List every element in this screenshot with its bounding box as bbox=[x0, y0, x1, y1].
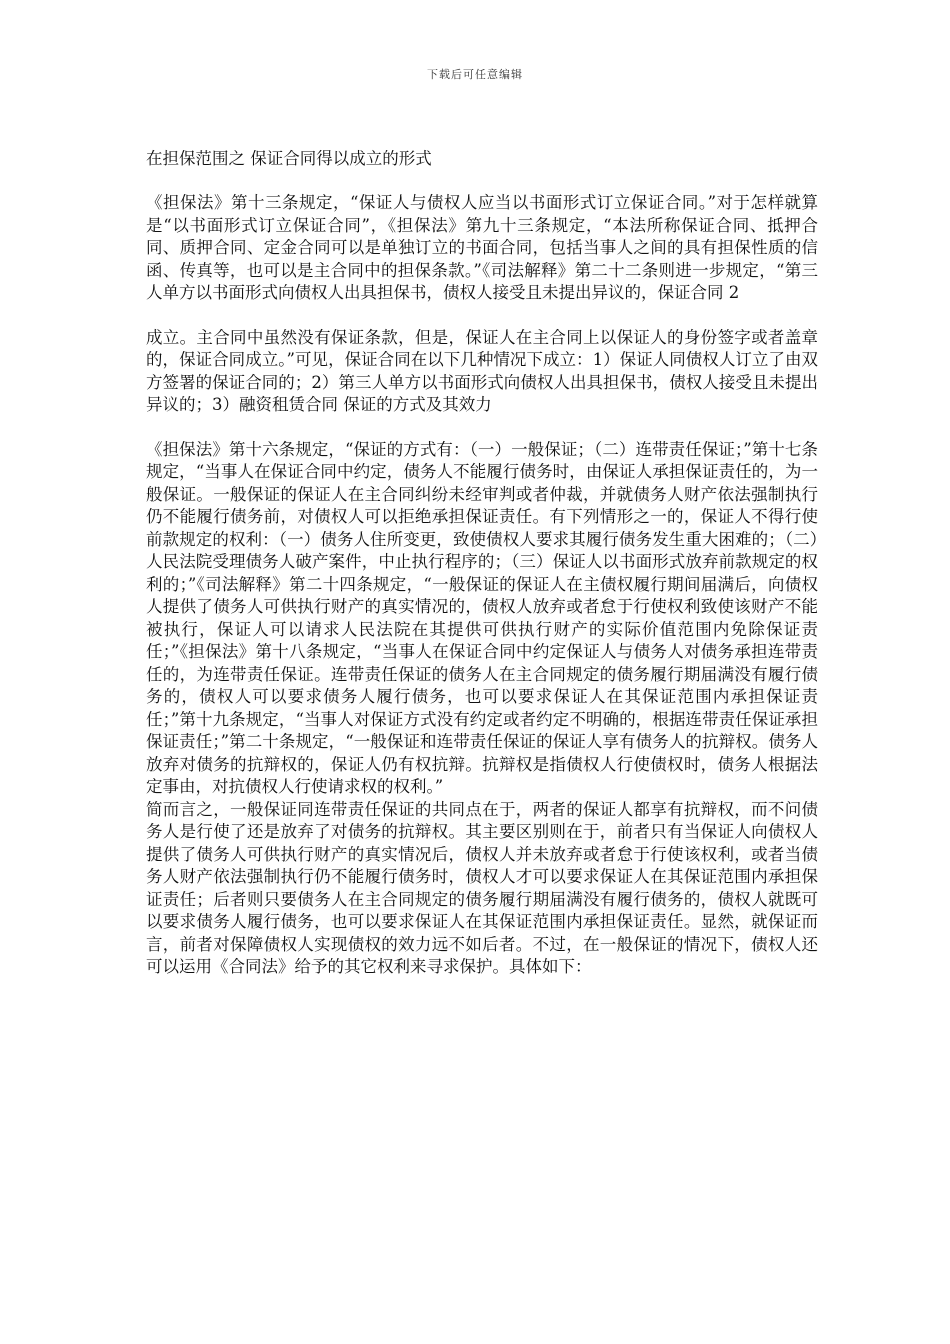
paragraph-guarantee-methods: 《担保法》第十六条规定，“保证的方式有：（一）一般保证；（二）连带责任保证；”第十七条规定，“当事人在保证合同中约定，债务人不能履行债务时，由保证人承担保证责任的，为一般保证。一般保证的保证人在主合同纠纷未经审判或者仲裁，并就债务人财产依法强制执行仍不能履行债务前，对债权人可以拒绝承担保证责任。有下列情形之一的，保证人不得行使前款规定的权利：（一）债务人住所变更，致使债权人要求其履行债务发生重大困难的；（二）人民法院受理债务人破产案件，中止执行程序的；（三）保证人以书面形式放弃前款规定的权利的；”《司法解释》第二十四条规定，“一般保证的保证人在主债权履行期间届满后，向债权人提供了债务人可供执行财产的真实情况的，债权人放弃或者怠于行使权利致使该财产不能被执行，保证人可以请求人民法院在其提供可供执行财产的实际价值范围内免除保证责任；”《担保法》第十八条规定，“当事人在保证合同中约定保证人与债务人对债务承担连带责任的，为连带责任保证。连带责任保证的债务人在主合同规定的债务履行期届满没有履行债务的，债权人可以要求债务人履行债务，也可以要求保证人在其保证范围内承担保证责任；”第十九条规定，“当事人对保证方式没有约定或者约定不明确的，根据连带责任保证承担保证责任；”第二十条规定，“一般保证和连带责任保证的保证人享有债务人的抗辩权。债务人放弃对债务的抗辩权的，保证人仍有权抗辩。抗辩权是指债权人行使债权时，债务人根据法定事由，对抗债权人行使请求权的权利。” bbox=[146, 439, 818, 796]
paragraph-contract-formation: 成立。主合同中虽然没有保证条款，但是，保证人在主合同上以保证人的身份签字或者盖章的，保证合同成立。”可见，保证合同在以下几种情况下成立：1）保证人同债权人订立了由双方签署的保证合同的；2）第三人单方以书面形式向债权人出具担保书，债权人接受且未提出异议的；3）融资租赁合同 保证的方式及其效力 bbox=[146, 327, 818, 414]
paragraph-summary: 简而言之，一般保证同连带责任保证的共同点在于，两者的保证人都享有抗辩权，而不问债务人是行使了还是放弃了对债务的抗辩权。其主要区别则在于，前者只有当保证人向债权人提供了债务人可供执行财产的真实情况后，债权人并未放弃或者怠于行使该权利，或者当债务人财产依法强制执行仍不能履行债务时，债权人才可以要求保证人在其保证范围内承担保证责任；后者则只要债务人在主合同规定的债务履行期届满没有履行债务的，债权人就既可以要求债务人履行债务，也可以要求保证人在其保证范围内承担保证责任。显然，就保证而言，前者对保障债权人实现债权的效力远不如后者。不过，在一般保证的情况下，债权人还可以运用《合同法》给予的其它权利来寻求保护。具体如下： bbox=[146, 799, 818, 976]
document-title: 在担保范围之 保证合同得以成立的形式 bbox=[146, 149, 432, 168]
paragraph-guarantee-form: 《担保法》第十三条规定，“保证人与债权人应当以书面形式订立保证合同。”对于怎样就算是“以书面形式订立保证合同”，《担保法》第九十三条规定，“本法所称保证合同、抵押合同、质押合同、定金合同可以是单独订立的书面合同，包括当事人之间的具有担保性质的信函、传真等，也可以是主合同中的担保条款。”《司法解释》第二十二条则进一步规定，“第三人单方以书面形式向债权人出具担保书，债权人接受且未提出异议的，保证合同 2 bbox=[146, 193, 818, 302]
document-body bbox=[146, 148, 818, 979]
page-header: 下载后可任意编辑 bbox=[427, 68, 523, 81]
paragraph-gap bbox=[146, 417, 818, 439]
paragraph-gap bbox=[146, 305, 818, 327]
